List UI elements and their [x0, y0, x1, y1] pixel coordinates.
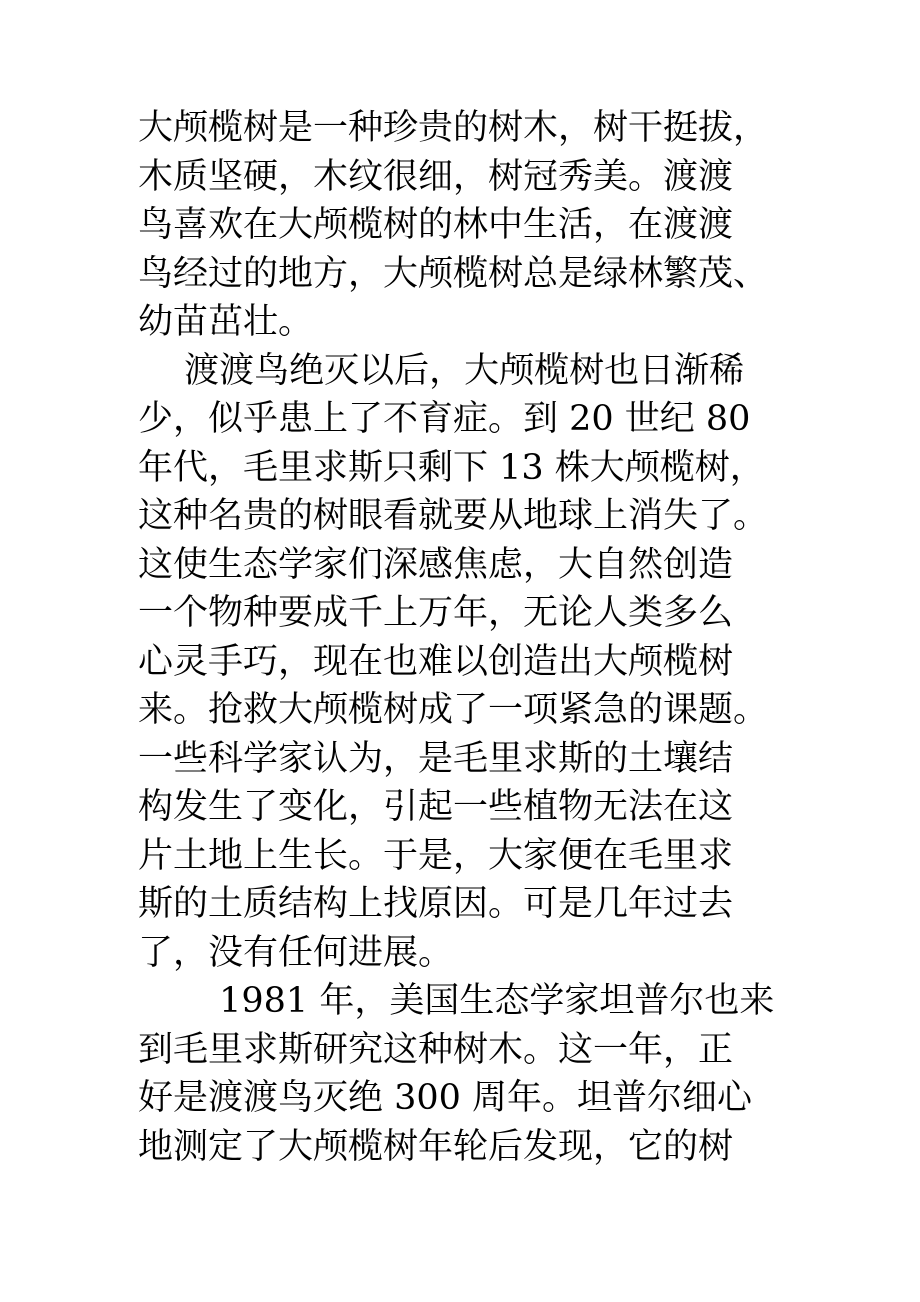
text-line: 这使生态学家们深感焦虑，大自然创造	[138, 544, 734, 585]
text-line: 斯的土质结构上找原因。可是几年过去	[138, 884, 734, 924]
text-line: 来。抢救大颅榄树成了一项紧急的课题。	[138, 690, 769, 730]
text-line: 鸟经过的地方，大颅榄树总是绿林繁茂、	[138, 253, 769, 294]
text-line: 年代，毛里求斯只剩下 13 株大颅榄树，	[138, 447, 765, 488]
text-line: 大颅榄树是一种珍贵的树木，树干挺拔，	[138, 108, 769, 148]
text-line: 到毛里求斯研究这种树木。这一年，正	[138, 1029, 734, 1070]
text-line: 一个物种要成千上万年，无论人类多么	[138, 593, 734, 633]
text-line: 地测定了大颅榄树年轮后发现，它的树	[138, 1126, 734, 1167]
body-text	[138, 104, 798, 1171]
text-line: 木质坚硬，木纹很细，树冠秀美。渡渡	[138, 156, 734, 197]
text-line: 构发生了变化，引起一些植物无法在这	[138, 787, 734, 827]
text-line: 鸟喜欢在大颅榄树的林中生活，在渡渡	[138, 205, 734, 245]
text-line: 1981 年，美国生态学家坦普尔也来	[138, 981, 775, 1021]
text-line: 好是渡渡鸟灭绝 300 周年。坦普尔细心	[138, 1078, 753, 1118]
text-line: 幼苗茁壮。	[138, 302, 314, 342]
text-line: 这种名贵的树眼看就要从地球上消失了。	[138, 496, 769, 536]
text-line: 了，没有任何进展。	[138, 932, 454, 973]
text-line: 渡渡鸟绝灭以后，大颅榄树也日渐稀	[138, 350, 745, 391]
text-line: 少，似乎患上了不育症。到 20 世纪 80	[138, 399, 751, 439]
text-line: 心灵手巧，现在也难以创造出大颅榄树	[138, 641, 734, 682]
text-line: 片土地上生长。于是，大家便在毛里求	[138, 835, 734, 876]
text-line: 一些科学家认为，是毛里求斯的土壤结	[138, 738, 734, 779]
